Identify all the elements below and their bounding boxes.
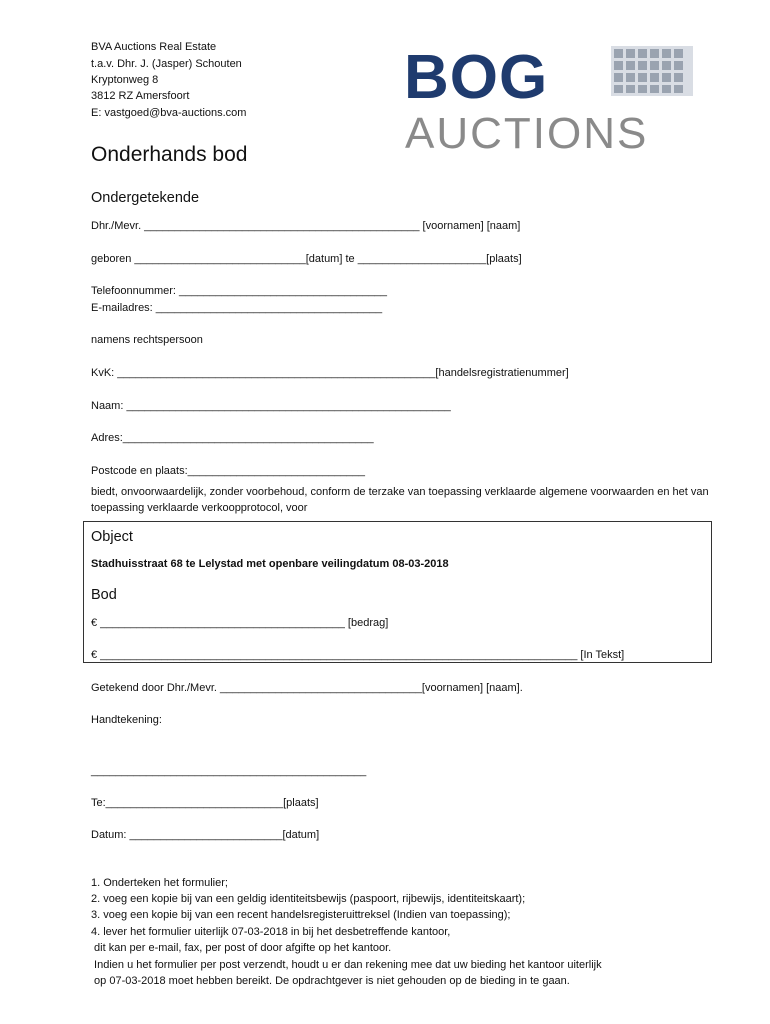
bid-heading: Bod [91,587,117,603]
instruction-item: 1. Onderteken het formulier; [91,877,228,889]
field-date[interactable]: Datum: _________________________[datum] [91,829,320,841]
object-bid-box [83,521,712,663]
sender-company: BVA Auctions Real Estate [91,41,217,53]
sender-city: 3812 RZ Amersfoort [91,90,190,102]
sender-email: E: vastgoed@bva-auctions.com [91,107,247,119]
logo-text-top: BOG [404,43,549,112]
field-phone[interactable]: Telefoonnummer: __________________________________ [91,285,388,297]
field-naam[interactable]: Naam: _____________________________________________________ [91,400,451,412]
field-adres[interactable]: Adres:_________________________________________ [91,432,374,444]
field-postcode[interactable]: Postcode en plaats:_____________________________ [91,465,366,477]
label-on-behalf: namens rechtspersoon [91,334,203,346]
instruction-item: 2. voeg een kopie bij van een geldig identiteitsbewijs (paspoort, rijbewijs, identiteitskaart); [91,893,526,905]
page-title: Onderhands bod [91,143,248,166]
instruction-item: 3. voeg een kopie bij van een recent handelsregisteruittreksel (Indien van toepassing); [91,909,511,921]
field-bid-amount[interactable]: € ________________________________________ [bedrag] [91,617,389,629]
field-email[interactable]: E-mailadres: _____________________________________ [91,302,383,314]
object-description: Stadhuisstraat 68 te Lelystad met openbare veilingdatum 08-03-2018 [91,558,449,570]
bog-auctions-logo [404,40,696,152]
object-heading: Object [91,529,133,545]
field-name[interactable]: Dhr./Mevr. _____________________________________________ [voornamen] [naam] [91,220,521,232]
label-handtekening: Handtekening: [91,714,162,726]
field-place[interactable]: Te:_____________________________[plaats] [91,797,319,809]
field-kvk[interactable]: KvK: ____________________________________________________[handelsregistratienummer] [91,367,569,379]
sender-attn: t.a.v. Dhr. J. (Jasper) Schouten [91,58,242,70]
instruction-item: Indien u het formulier per post verzendt, houdt u er dan rekening mee dat uw bieding het kantoor uiterlijk [91,959,602,971]
logo-grid-mark [611,46,693,96]
instruction-item: dit kan per e-mail, fax, per post of door afgifte op het kantoor. [91,942,392,954]
field-bid-text[interactable]: € ______________________________________________________________________________ [In Tekst] [91,649,625,661]
statement-text: biedt, onvoorwaardelijk, zonder voorbehoud, conform de terzake van toepassing verklaarde algemene voorwaarden en het van toepassing verklaarde verkoopprotocol, voor [91,486,709,514]
sender-street: Kryptonweg 8 [91,74,159,86]
instruction-item: op 07-03-2018 moet hebben bereikt. De opdrachtgever is niet gehouden op de bieding in te gaan. [91,975,570,987]
logo-text-bottom: AUCTIONS [405,109,649,152]
section-undersigned: Ondergetekende [91,190,200,206]
field-born[interactable]: geboren ____________________________[datum] te _____________________[plaats] [91,253,522,265]
signature-line[interactable]: _____________________________________________ [91,765,367,777]
instruction-item: 4. lever het formulier uiterlijk 07-03-2018 in bij het desbetreffende kantoor, [91,926,451,938]
field-signed-by[interactable]: Getekend door Dhr./Mevr. _________________________________[voornamen] [naam]. [91,682,523,694]
